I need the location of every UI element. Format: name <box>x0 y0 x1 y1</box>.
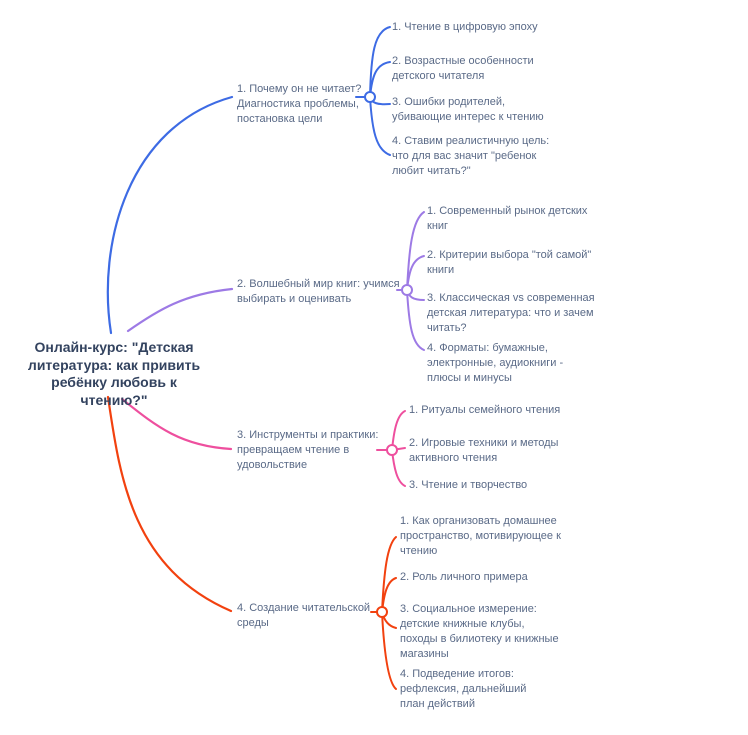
branch-4-sub-3-node[interactable]: 3. Социальное измерение: детские книжные клубы, походы в билиотеку и книжные магазины <box>400 603 559 660</box>
branch-3-collapse-toggle[interactable] <box>387 445 397 455</box>
branch-1-sub-2-node[interactable]: 2. Возрастные особенности детского читателя <box>392 55 534 82</box>
branch-4-sub-2-node[interactable]: 2. Роль личного примера <box>400 571 528 583</box>
branch-2-sub-3-node[interactable]: 3. Классическая vs современная детская литература: что и зачем читать? <box>427 292 595 334</box>
branch-1-curve <box>108 97 232 333</box>
branch-4-sub-4-node[interactable]: 4. Подведение итогов: рефлексия, дальнейший план действий <box>400 668 527 710</box>
branch-4-collapse-toggle[interactable] <box>377 607 387 617</box>
branch-2-sub-1-node[interactable]: 1. Современный рынок детских книг <box>427 205 588 232</box>
branch-2-sub-4-node[interactable]: 4. Форматы: бумажные, электронные, аудиокниги - плюсы и минусы <box>427 342 564 384</box>
branch-1-sub-1-node[interactable]: 1. Чтение в цифровую эпоху <box>392 21 538 33</box>
root-node[interactable]: Онлайн-курс: "Детская литература: как привить ребёнку любовь к чтению?" <box>27 339 201 408</box>
branch-1-sub-3-node[interactable]: 3. Ошибки родителей, убивающие интерес к чтению <box>392 96 544 123</box>
branch-2-curve <box>128 289 232 331</box>
branch-4-node[interactable]: 4. Создание читательской среды <box>237 602 371 629</box>
branch-3-node[interactable]: 3. Инструменты и практики: превращаем чтение в удовольствие <box>237 429 379 471</box>
branch-3-sub-1-node[interactable]: 1. Ритуалы семейного чтения <box>409 404 561 416</box>
branch-3-sub-2-node[interactable]: 2. Игровые техники и методы активного чтения <box>409 437 559 464</box>
branch-1-sub-4-node[interactable]: 4. Ставим реалистичную цель: что для вас значит "ребенок любит читать?" <box>392 135 550 177</box>
branch-1-node[interactable]: 1. Почему он не читает? Диагностика проблемы, постановка цели <box>237 83 362 125</box>
branch-2-node[interactable]: 2. Волшебный мир книг: учимся выбирать и оценивать <box>237 278 400 305</box>
branch-3-sub-3-node[interactable]: 3. Чтение и творчество <box>409 479 528 491</box>
branch-3-sub-1-curve <box>392 411 405 450</box>
branch-4-sub-1-node[interactable]: 1. Как организовать домашнее пространство, мотивирующее к чтению <box>400 515 561 557</box>
branch-4-curve <box>108 397 231 611</box>
branch-2-sub-2-node[interactable]: 2. Критерии выбора "той самой" книги <box>427 249 592 276</box>
